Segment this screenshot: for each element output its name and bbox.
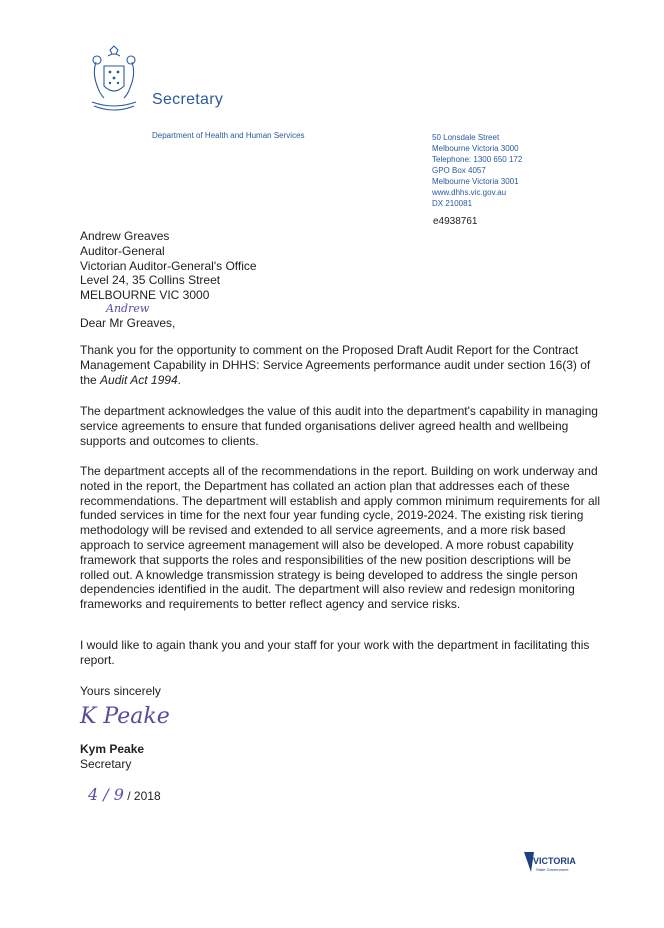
recipient-line: Level 24, 35 Collins Street: [80, 273, 221, 288]
address-line: Telephone: 1300 650 172: [432, 155, 523, 164]
recipient-line: Victorian Auditor-General's Office: [80, 258, 257, 273]
recipient-line: MELBOURNE VIC 3000: [80, 288, 210, 303]
signature: K Peake: [80, 704, 170, 729]
salutation: Dear Mr Greaves,: [80, 316, 176, 330]
body-paragraph: The department accepts all of the recommendations in the report. Building on work underway and noted in the report, the Department has collated an action plan that addresses each of these recommendations. The department will establish and apply common minimum requirements for all funded services in time for the next four year funding cycle, 2019-2024. The existing risk tiering methodology will be revised and extended to all service agreements, and a more risk based approach to service agreement management will also be developed. A more robust capability framework that supports the roles and responsibilities of the new position descriptions will be rolled out. A knowledge transmission strategy is being developed to address the single person dependencies identified in the audit. The department will also review and redesign monitoring frameworks and requirements to better reflect agency and service risks.: [80, 464, 601, 612]
act-title: Audit Act 1994: [100, 372, 178, 387]
recipient-block: [80, 229, 257, 303]
recipient-line: Auditor-General: [80, 243, 165, 258]
victoria-government-logo: [524, 852, 584, 882]
signatory-name: Kym Peake: [80, 742, 145, 756]
address-line: www.dhhs.vic.gov.au: [432, 188, 507, 197]
body-paragraph: [80, 343, 600, 387]
letterhead-title: Secretary: [152, 91, 224, 108]
logo-wordmark: VICTORIA: [533, 856, 576, 866]
department-name: Department of Health and Human Services: [152, 131, 305, 140]
date-year: / 2018: [127, 789, 161, 803]
closing: Yours sincerely: [80, 684, 161, 698]
handwritten-first-name: Andrew: [106, 302, 150, 315]
signatory-role: Secretary: [80, 757, 132, 771]
body-paragraph: I would like to again thank you and your staff for your work with the department in facilitating this report.: [80, 638, 590, 667]
paragraph-text: .: [177, 372, 181, 387]
address-block: [432, 132, 522, 209]
address-line: GPO Box 4057: [432, 166, 486, 175]
date: [88, 785, 161, 804]
body-paragraph: The department acknowledges the value of this audit into the department's capability in managing service agreements to ensure that funded organisations deliver agreed health and wellbeing supports and outcomes to clients.: [80, 404, 598, 448]
coat-of-arms-icon: [86, 44, 142, 118]
paragraph-text: Thank you for the opportunity to comment on the Proposed Draft Audit Report for the Contract Management Capability in DHHS: Service Agreements performance audit under section 16(3) of the: [80, 343, 591, 387]
recipient-line: Andrew Greaves: [80, 229, 170, 243]
handwritten-date: 4 / 9: [88, 785, 124, 804]
address-line: DX 210081: [432, 199, 473, 208]
address-line: Melbourne Victoria 3000: [432, 144, 519, 153]
address-line: 50 Lonsdale Street: [432, 133, 500, 142]
address-line: Melbourne Victoria 3001: [432, 177, 519, 186]
reference-number: e4938761: [433, 216, 478, 227]
logo-subtitle: State Government: [536, 867, 569, 872]
